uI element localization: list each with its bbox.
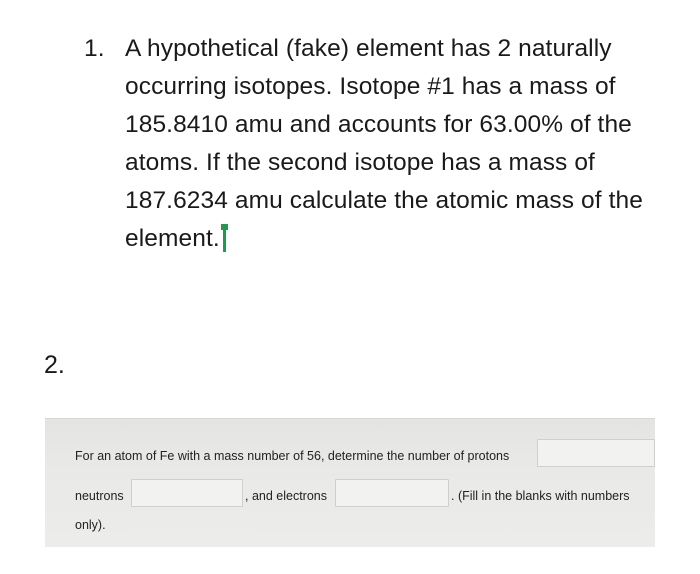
text-cursor-icon [221, 224, 227, 252]
protons-input[interactable] [537, 439, 655, 467]
question-2-panel [45, 418, 655, 547]
question-2-number: 2. [44, 351, 65, 379]
question-1-body: A hypothetical (fake) element has 2 naturally occurring isotopes. Isotope #1 has a mass of 185.8410 amu and accounts for 63.00% of the atoms. If the second isotope has a mass of 187.6234 amu calculate the atomic mass of the element. [125, 35, 643, 252]
question-1-text [125, 30, 684, 258]
fill-instruction-end: only). [75, 518, 106, 532]
fill-instruction: . (Fill in the blanks with numbers [451, 489, 630, 503]
question-1-number: 1. [84, 35, 105, 62]
electrons-input[interactable] [335, 479, 449, 507]
electrons-label: , and electrons [245, 489, 327, 503]
neutrons-label: neutrons [75, 489, 124, 503]
question-2-prompt: For an atom of Fe with a mass number of 56, determine the number of protons [75, 449, 510, 463]
question-1 [84, 30, 684, 258]
neutrons-input[interactable] [131, 479, 243, 507]
